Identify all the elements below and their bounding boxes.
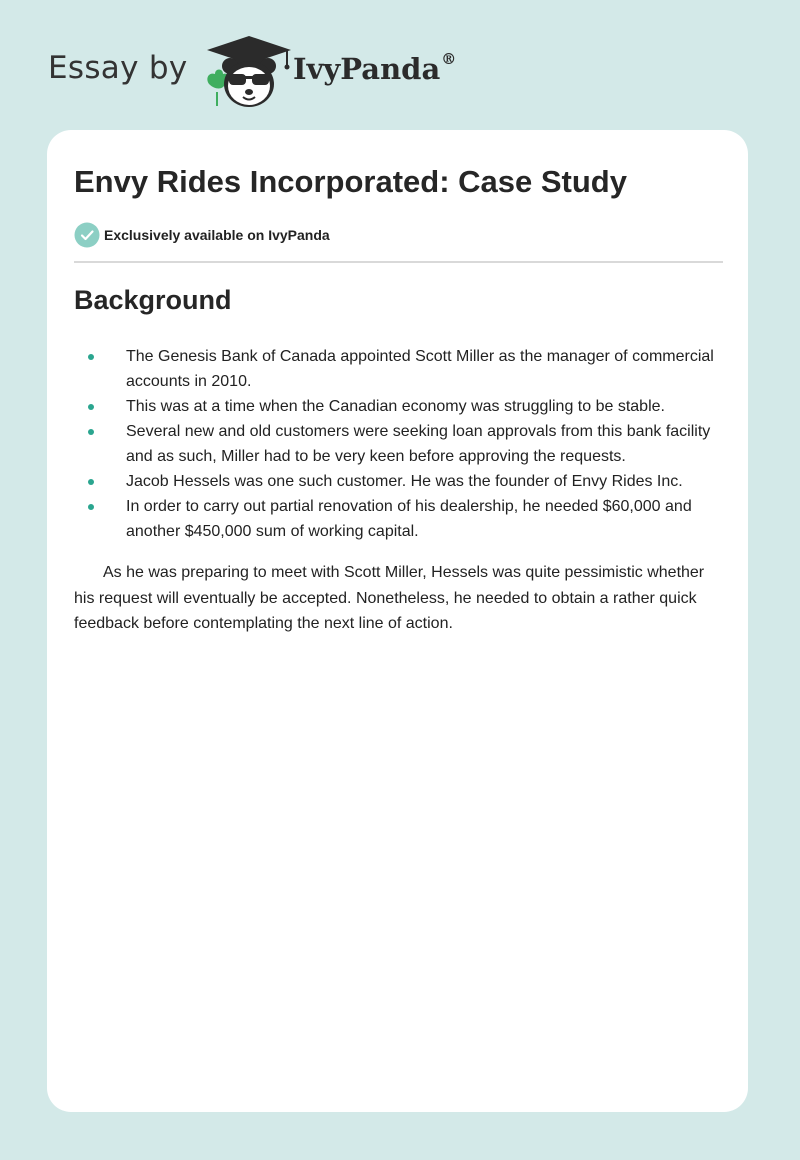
- body-paragraph: As he was preparing to meet with Scott Miller, Hessels was quite pessimistic whether his request will eventually be accepted. Nonetheless, he needed to obtain a rather quick feedback before contemplating the next line of action.: [74, 564, 705, 632]
- bullet-icon: [88, 354, 94, 360]
- panda-logo-icon[interactable]: [203, 34, 295, 110]
- list-item-text: This was at a time when the Canadian economy was struggling to be stable.: [126, 398, 665, 415]
- brand-name[interactable]: IvyPanda®: [293, 50, 457, 86]
- bullet-icon: [88, 479, 94, 485]
- list-item: [74, 494, 734, 544]
- essay-card: [47, 130, 748, 1112]
- registered-mark: ®: [441, 50, 457, 68]
- badge-label: Exclusively available on IvyPanda: [104, 227, 330, 243]
- list-item: [74, 419, 734, 469]
- list-item-text: In order to carry out partial renovation of his dealership, he needed $60,000 and another $450,000 sum of working capital.: [126, 498, 692, 540]
- check-circle-icon: [74, 222, 100, 248]
- bullet-icon: [88, 429, 94, 435]
- title-divider: [74, 261, 723, 263]
- bullet-icon: [88, 404, 94, 410]
- list-item-text: Jacob Hessels was one such customer. He was the founder of Envy Rides Inc.: [126, 473, 683, 490]
- list-item: [74, 394, 734, 419]
- list-item-text: Several new and old customers were seeking loan approvals from this bank facility and as such, Miller had to be very keen before approving the requests.: [126, 423, 711, 465]
- bullet-icon: [88, 504, 94, 510]
- bullet-list: [74, 344, 734, 544]
- list-item: [74, 469, 734, 494]
- list-item: [74, 344, 734, 394]
- list-item-text: The Genesis Bank of Canada appointed Scott Miller as the manager of commercial accounts in 2010.: [126, 348, 714, 390]
- section-heading: Background: [74, 285, 232, 315]
- exclusive-badge: [74, 222, 330, 248]
- essay-by-label: Essay by: [48, 50, 188, 86]
- page-title: Envy Rides Incorporated: Case Study: [74, 164, 627, 199]
- site-header: [48, 34, 508, 110]
